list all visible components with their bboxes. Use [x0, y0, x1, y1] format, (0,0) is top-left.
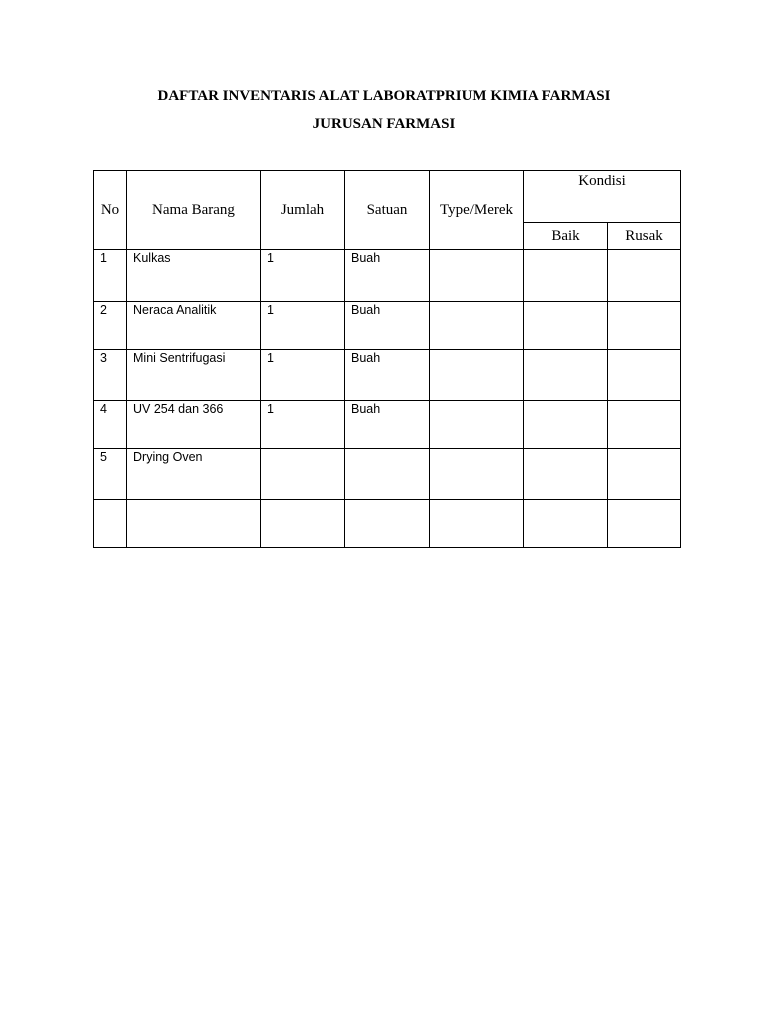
header-satuan: Satuan: [345, 171, 430, 250]
table-row: [94, 500, 681, 548]
table-row: [94, 449, 681, 500]
table-row: [94, 250, 681, 302]
cell-baik: [524, 250, 608, 302]
cell-no: 5: [94, 449, 127, 500]
cell-jumlah: [261, 500, 345, 548]
cell-rusak: [608, 302, 681, 350]
cell-jumlah: 1: [261, 350, 345, 401]
cell-satuan: [345, 449, 430, 500]
cell-type-merek: [430, 500, 524, 548]
cell-jumlah: 1: [261, 250, 345, 302]
cell-rusak: [608, 449, 681, 500]
inventory-table: [93, 170, 681, 548]
table-header: [94, 171, 681, 250]
cell-nama-barang: Neraca Analitik: [127, 302, 261, 350]
cell-type-merek: [430, 401, 524, 449]
header-jumlah: Jumlah: [261, 171, 345, 250]
header-nama-barang: Nama Barang: [127, 171, 261, 250]
cell-baik: [524, 302, 608, 350]
header-rusak: Rusak: [608, 223, 681, 250]
cell-baik: [524, 449, 608, 500]
table-row: [94, 401, 681, 449]
cell-no: 4: [94, 401, 127, 449]
cell-no: 2: [94, 302, 127, 350]
cell-rusak: [608, 500, 681, 548]
cell-baik: [524, 500, 608, 548]
cell-nama-barang: Kulkas: [127, 250, 261, 302]
cell-type-merek: [430, 302, 524, 350]
cell-jumlah: 1: [261, 401, 345, 449]
cell-jumlah: [261, 449, 345, 500]
table-row: [94, 302, 681, 350]
header-type-merek: Type/Merek: [430, 171, 524, 250]
cell-no: [94, 500, 127, 548]
cell-rusak: [608, 401, 681, 449]
cell-rusak: [608, 250, 681, 302]
cell-satuan: Buah: [345, 250, 430, 302]
header-kondisi: Kondisi: [524, 171, 681, 223]
cell-nama-barang: UV 254 dan 366: [127, 401, 261, 449]
document-subtitle: JURUSAN FARMASI: [312, 116, 456, 132]
cell-satuan: Buah: [345, 302, 430, 350]
cell-type-merek: [430, 449, 524, 500]
cell-type-merek: [430, 350, 524, 401]
cell-no: 3: [94, 350, 127, 401]
table-body: [94, 250, 681, 548]
header-baik: Baik: [524, 223, 608, 250]
cell-baik: [524, 401, 608, 449]
cell-nama-barang: Mini Sentrifugasi: [127, 350, 261, 401]
cell-satuan: Buah: [345, 401, 430, 449]
cell-rusak: [608, 350, 681, 401]
cell-nama-barang: Drying Oven: [127, 449, 261, 500]
cell-satuan: [345, 500, 430, 548]
cell-jumlah: 1: [261, 302, 345, 350]
cell-nama-barang: [127, 500, 261, 548]
cell-baik: [524, 350, 608, 401]
document-title: DAFTAR INVENTARIS ALAT LABORATPRIUM KIMIA FARMASI: [157, 88, 611, 104]
cell-type-merek: [430, 250, 524, 302]
table-row: [94, 350, 681, 401]
cell-satuan: Buah: [345, 350, 430, 401]
cell-no: 1: [94, 250, 127, 302]
header-no: No: [94, 171, 127, 250]
